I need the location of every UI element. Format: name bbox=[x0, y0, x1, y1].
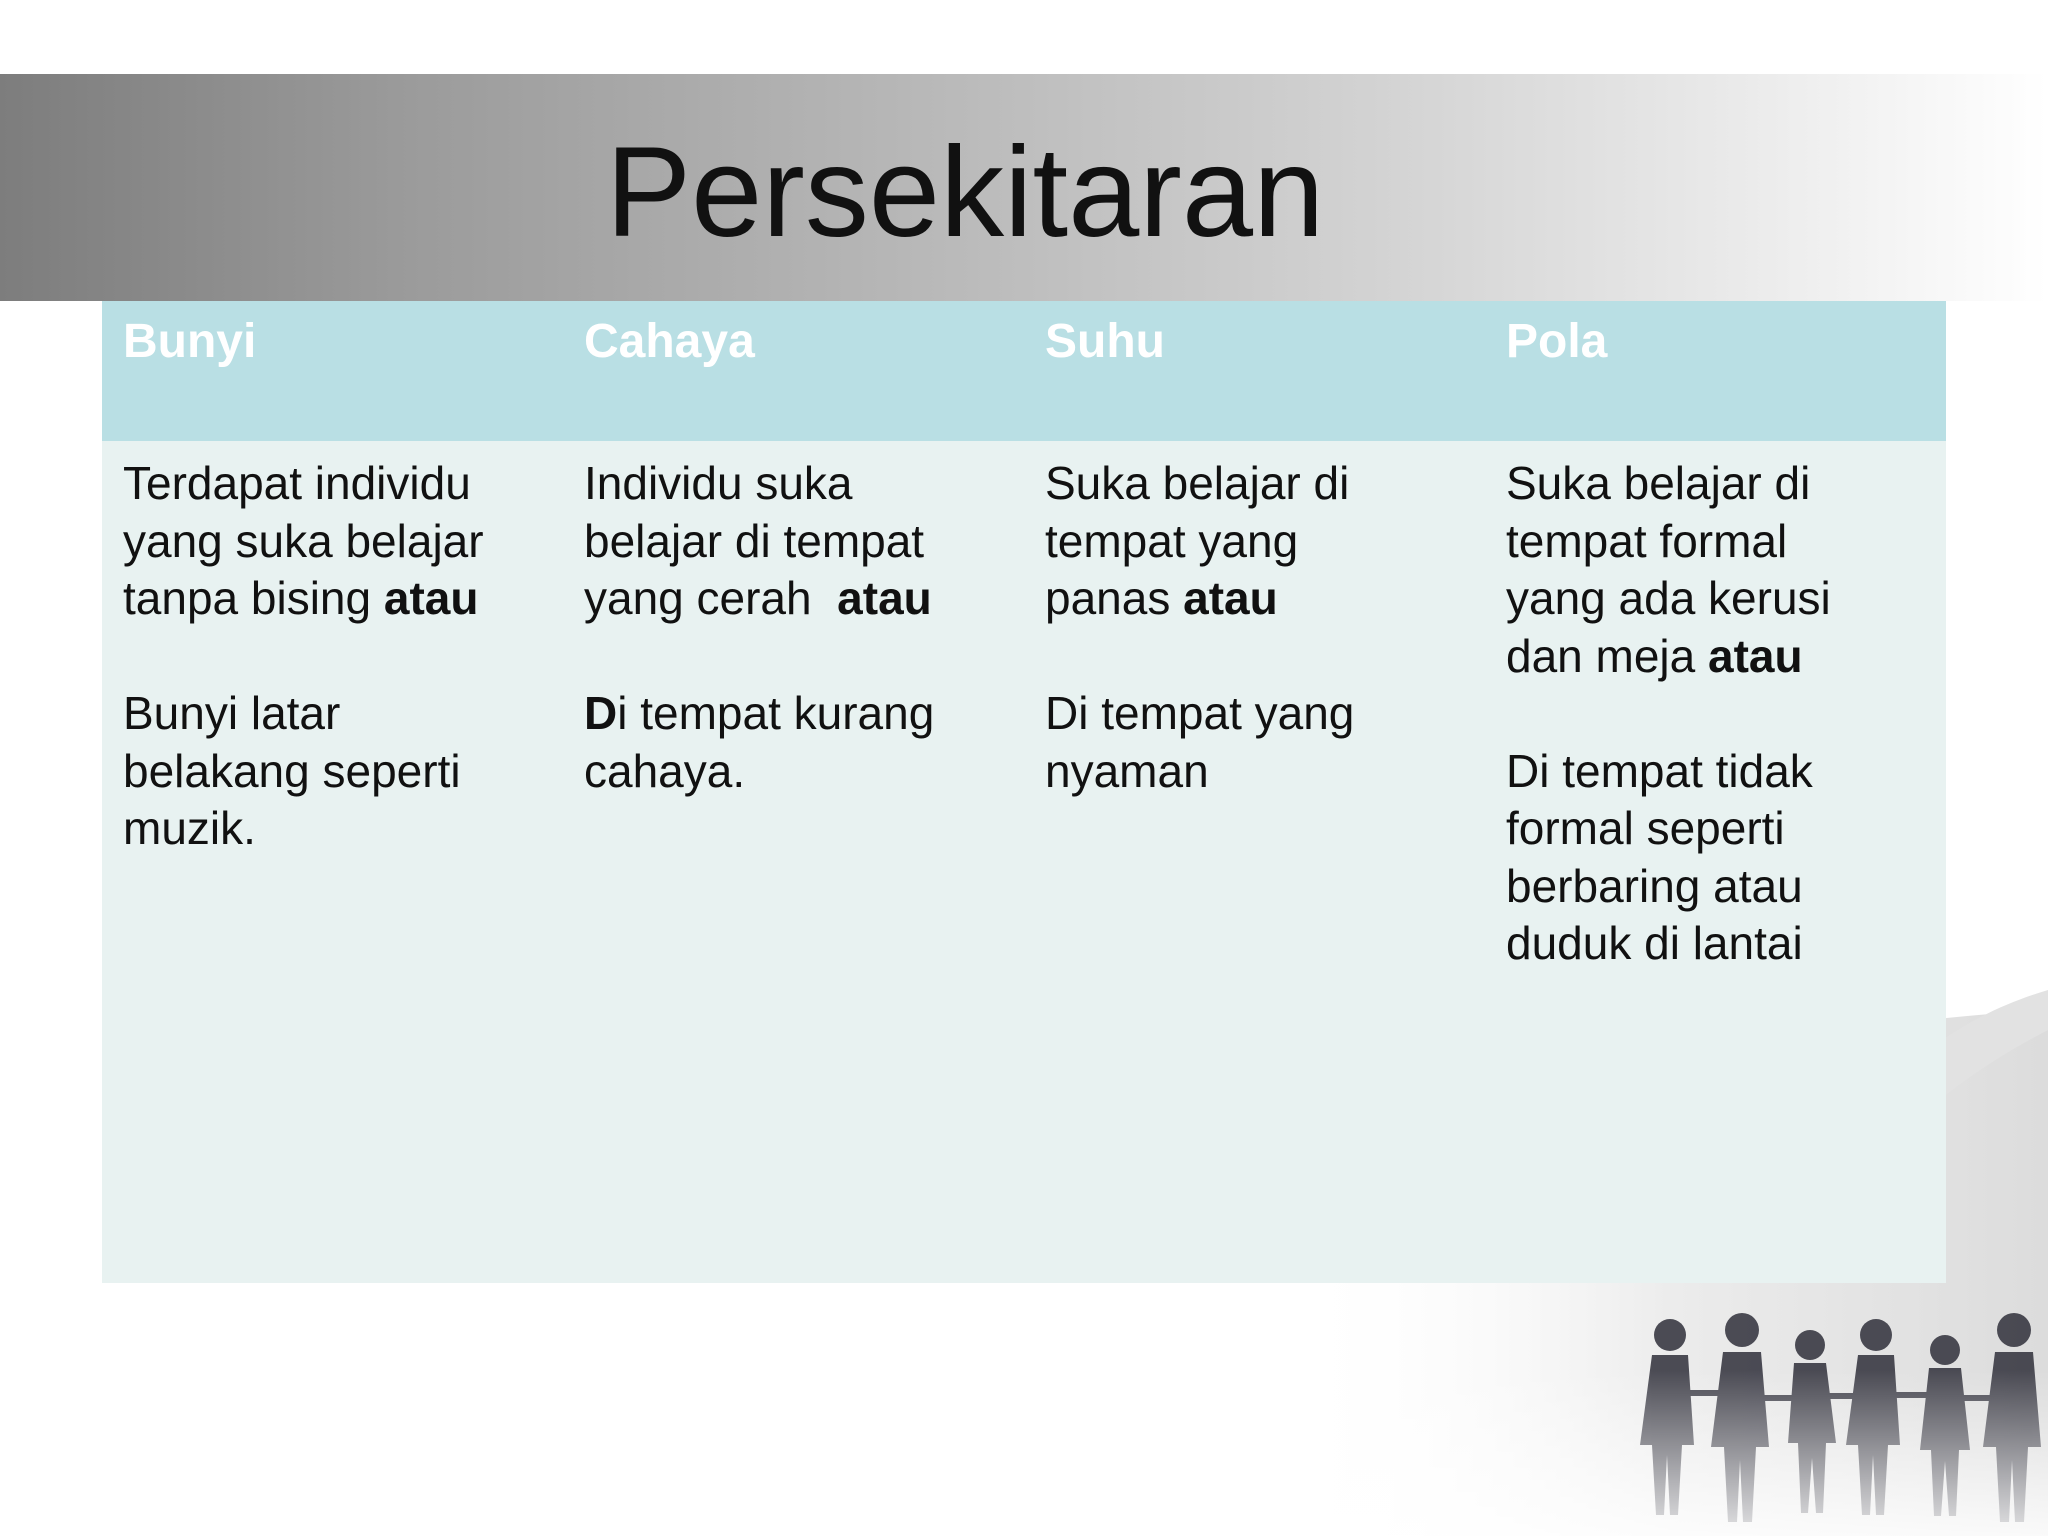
cell-line: berbaring atau bbox=[1506, 859, 1803, 912]
cell-line: yang suka belajar bbox=[123, 514, 484, 567]
header-suhu: Suhu bbox=[1045, 315, 1165, 368]
bottom-fade bbox=[1290, 1370, 2048, 1536]
cell-text: panas bbox=[1045, 572, 1184, 624]
keyword-atau: atau bbox=[1183, 572, 1278, 624]
cell-line bbox=[584, 570, 1004, 628]
cell-line: Di tempat yang bbox=[1045, 687, 1355, 739]
cell-text: dan meja bbox=[1506, 629, 1709, 682]
cell-line: belajar di tempat bbox=[584, 514, 925, 567]
cell-line: formal seperti bbox=[1506, 802, 1785, 854]
cell-line: Bunyi latar bbox=[123, 687, 341, 739]
cell-text: i tempat kurang bbox=[617, 687, 935, 739]
cell-line bbox=[123, 570, 543, 628]
paragraph-gap bbox=[1506, 685, 1926, 743]
cell-line: yang ada kerusi bbox=[1506, 572, 1831, 624]
header-pola: Pola bbox=[1506, 315, 1608, 368]
cell-line bbox=[1506, 628, 1926, 686]
paragraph-gap bbox=[123, 628, 543, 686]
keyword-atau: atau bbox=[1708, 629, 1803, 682]
cell-line: cahaya. bbox=[584, 744, 746, 797]
cell-line: Terdapat individu bbox=[123, 457, 471, 509]
cell-line: Suka belajar di bbox=[1506, 457, 1811, 509]
cell-suhu bbox=[1045, 455, 1465, 800]
cell-line: belakang seperti bbox=[123, 744, 461, 797]
cell-text: tanpa bising bbox=[123, 572, 384, 624]
paragraph-gap bbox=[1045, 628, 1465, 686]
cell-cahaya bbox=[584, 455, 1004, 800]
cell-line: nyaman bbox=[1045, 744, 1209, 797]
keyword-atau: atau bbox=[383, 572, 479, 624]
cell-line bbox=[584, 685, 1004, 743]
learning-style-table bbox=[102, 301, 1946, 1283]
slide-title: Persekitaran bbox=[605, 121, 1325, 264]
header-cahaya: Cahaya bbox=[584, 315, 755, 368]
cell-line bbox=[1045, 570, 1465, 628]
table-header-row bbox=[102, 301, 1946, 441]
header-bunyi: Bunyi bbox=[123, 315, 257, 368]
cell-bunyi bbox=[123, 455, 543, 858]
cell-text: yang cerah bbox=[584, 572, 838, 624]
cell-line: Di tempat tidak bbox=[1506, 744, 1813, 797]
cell-pola bbox=[1506, 455, 1926, 973]
cell-line: tempat yang bbox=[1045, 514, 1299, 567]
cell-line: tempat formal bbox=[1506, 514, 1788, 567]
cell-line: duduk di lantai bbox=[1506, 917, 1803, 969]
keyword-atau: atau bbox=[837, 572, 932, 624]
table-row bbox=[102, 441, 1946, 1283]
bold-letter: D bbox=[584, 687, 618, 739]
paragraph-gap bbox=[584, 628, 1004, 686]
cell-line: Individu suka bbox=[584, 457, 853, 509]
cell-line: muzik. bbox=[123, 802, 256, 854]
cell-line: Suka belajar di bbox=[1045, 457, 1350, 509]
